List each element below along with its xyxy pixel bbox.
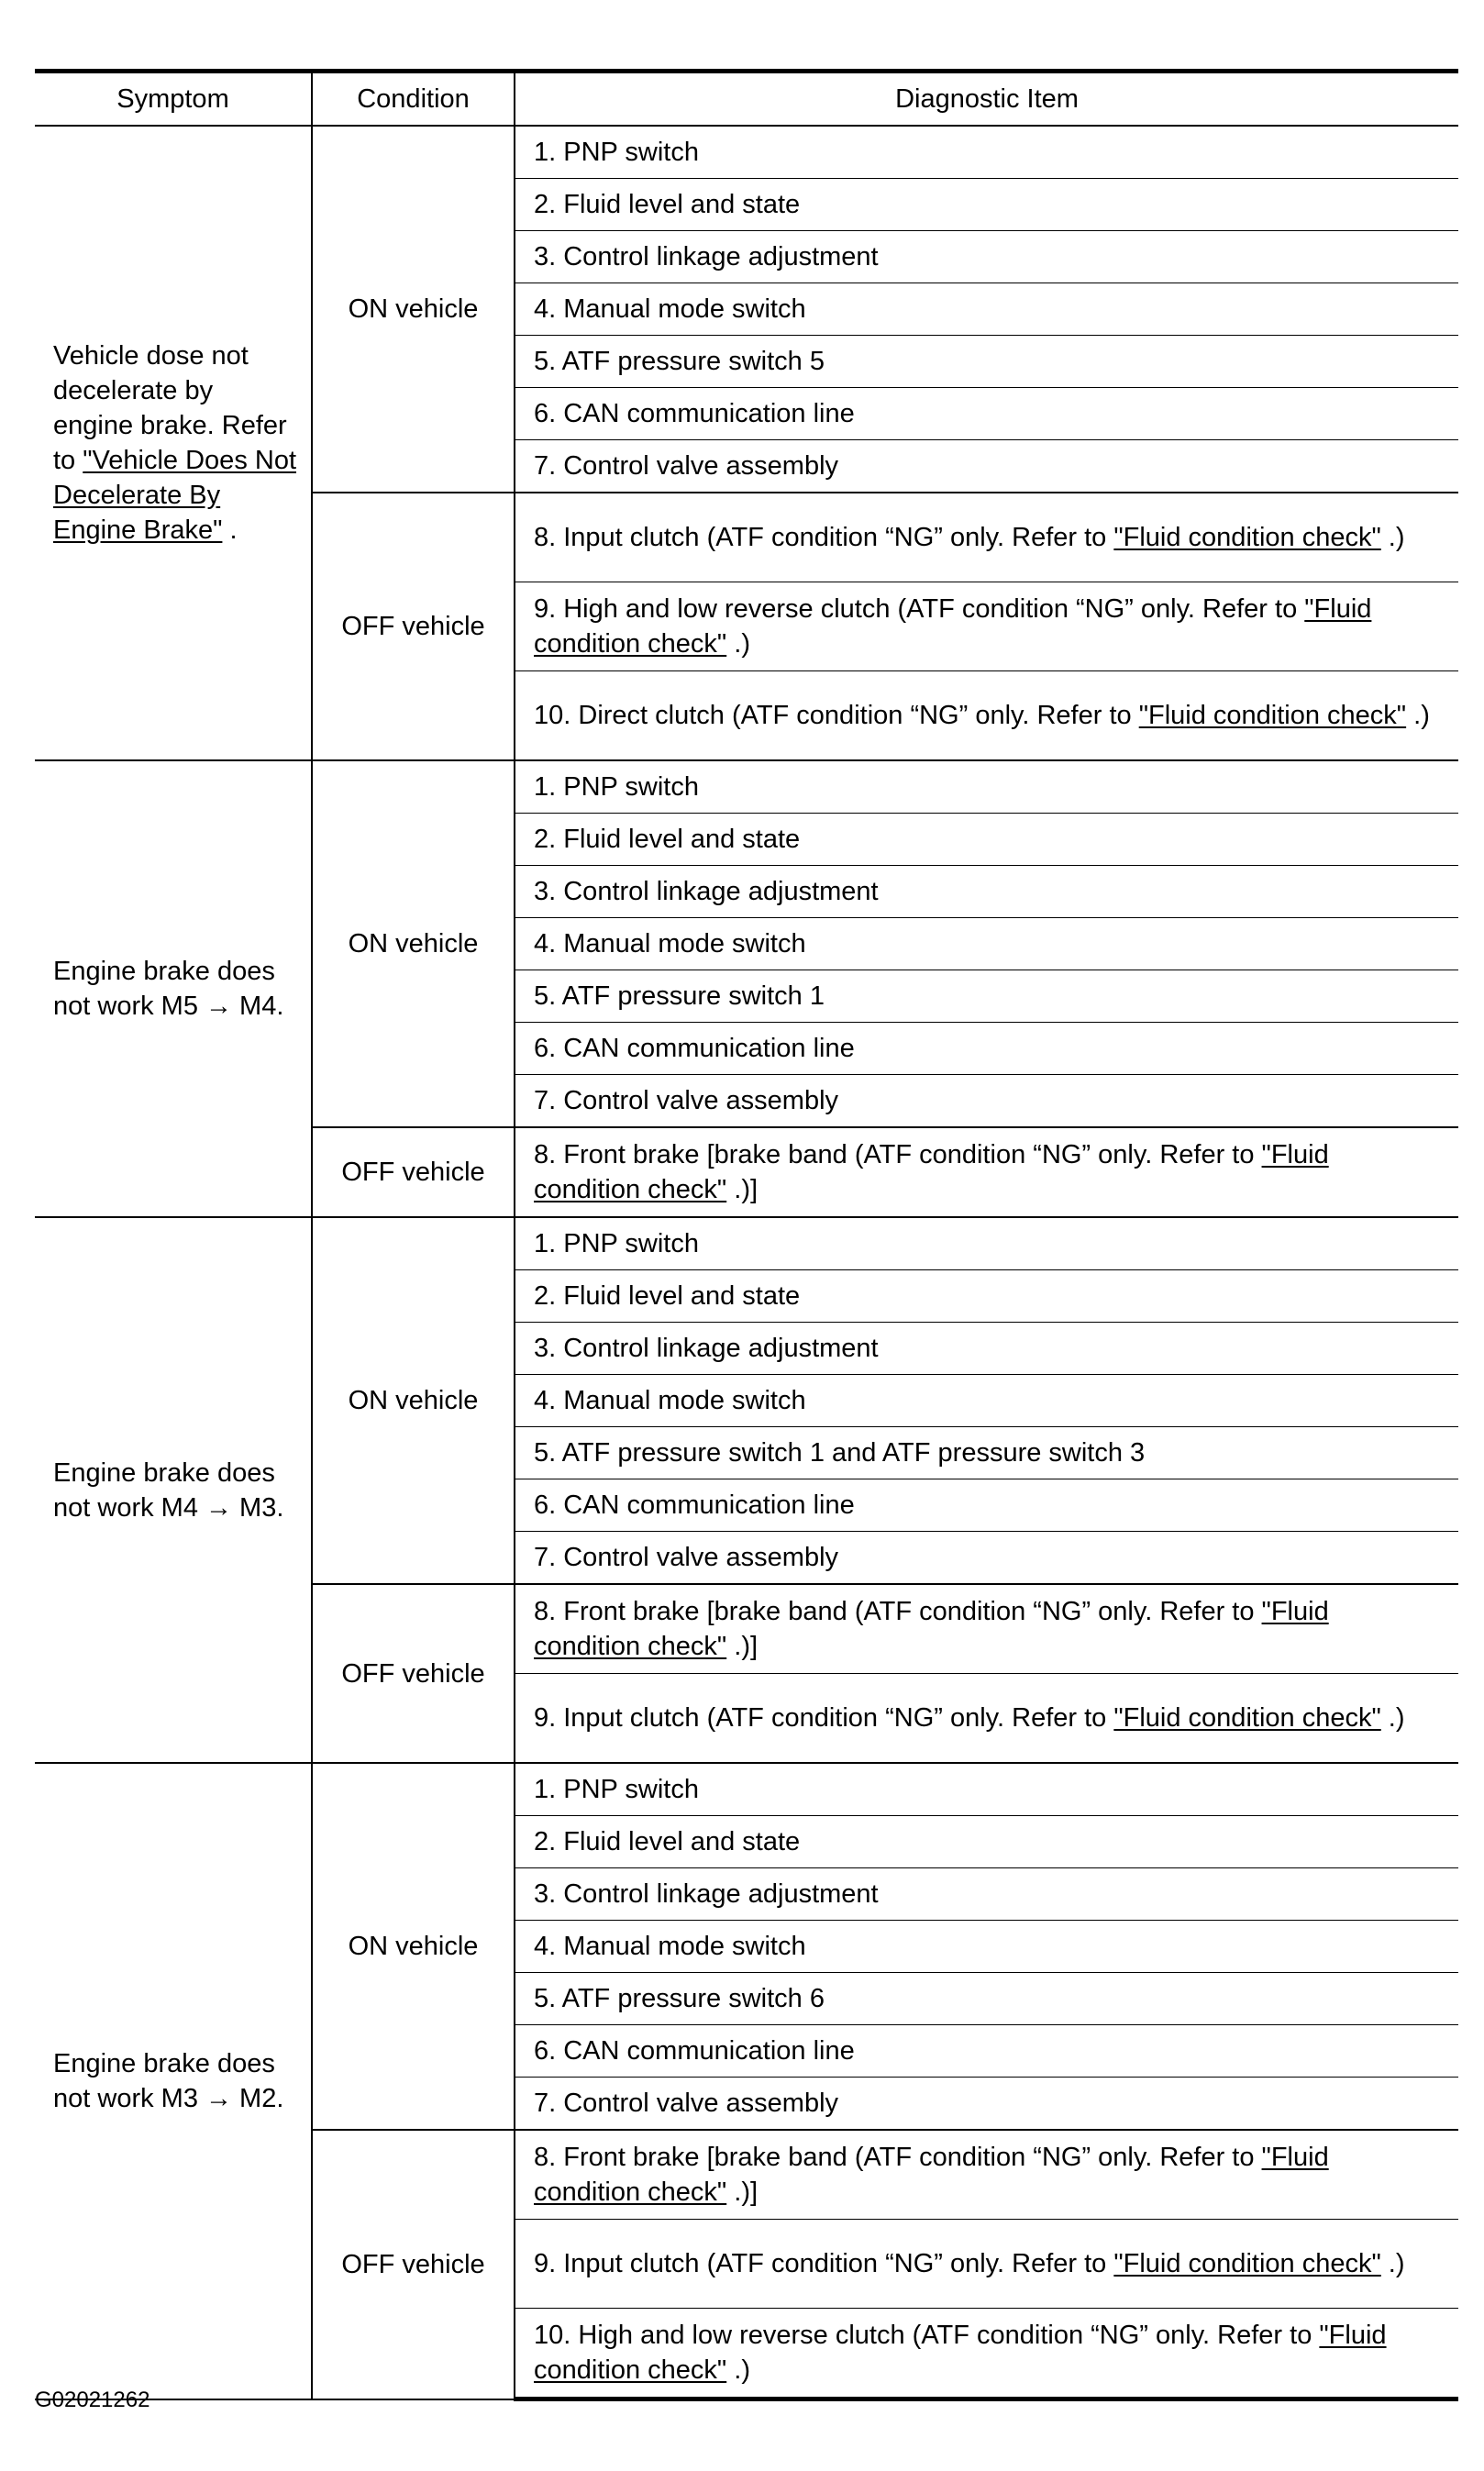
diagnostic-item-suffix: .)] — [726, 1175, 759, 1204]
diagnostic-item-text: 2. Fluid level and state — [534, 190, 801, 219]
table-row — [35, 760, 1458, 814]
diagnostic-item-cell — [515, 283, 1458, 336]
fluid-condition-check-link[interactable]: "Fluid condition check" — [1113, 523, 1381, 552]
diagnostic-item-text: 5. ATF pressure switch 1 and ATF pressure switch 3 — [534, 1438, 1146, 1468]
table-row — [35, 126, 1458, 179]
figure-code: G02021262 — [35, 2388, 150, 2412]
fluid-condition-check-link[interactable]: "Fluid condition check" — [534, 1140, 1329, 1204]
fluid-condition-check-link[interactable]: "Fluid condition check" — [1113, 1703, 1381, 1733]
diagnostic-item-text: 4. Manual mode switch — [534, 294, 806, 324]
diagnostic-item-text: 7. Control valve assembly — [534, 2089, 839, 2118]
fluid-condition-check-link[interactable]: "Fluid condition check" — [534, 2143, 1329, 2207]
diagnostic-item-suffix: .) — [726, 629, 750, 659]
condition-cell: ON vehicle — [312, 1217, 515, 1584]
condition-cell: ON vehicle — [312, 1763, 515, 2130]
diagnostic-item-text: 2. Fluid level and state — [534, 1281, 801, 1311]
diagnostic-table-container — [35, 69, 1458, 2401]
diagnostic-item-text: 6. CAN communication line — [534, 2036, 855, 2066]
diagnostic-item-cell — [515, 760, 1458, 814]
diagnostic-item-suffix: .) — [1380, 1703, 1405, 1733]
diagnostic-item-text: 2. Fluid level and state — [534, 825, 801, 854]
header-diagnostic-item: Diagnostic Item — [515, 72, 1458, 127]
diagnostic-item-suffix: .) — [1406, 701, 1430, 730]
fluid-condition-check-link[interactable]: "Fluid condition check" — [534, 2321, 1387, 2385]
diagnostic-item-cell — [515, 336, 1458, 388]
symptom-text: Engine brake does not work M5 → M4. — [53, 957, 284, 1021]
diagnostic-item-text: 1. PNP switch — [534, 772, 699, 802]
fluid-condition-check-link[interactable]: "Fluid condition check" — [534, 1597, 1329, 1661]
condition-cell: OFF vehicle — [312, 1584, 515, 1763]
condition-cell: OFF vehicle — [312, 493, 515, 760]
diagnostic-item-cell — [515, 1427, 1458, 1479]
diagnostic-item-cell — [515, 814, 1458, 866]
table-row — [35, 1763, 1458, 1816]
diagnostic-item-text: 4. Manual mode switch — [534, 1386, 806, 1415]
diagnostic-item-cell — [515, 1217, 1458, 1270]
diagnostic-item-text: 3. Control linkage adjustment — [534, 1334, 879, 1363]
diagnostic-item-cell — [515, 1816, 1458, 1868]
diagnostic-item-text: 9. Input clutch (ATF condition “NG” only. Refer to — [534, 1703, 1114, 1733]
diagnostic-item-text: 1. PNP switch — [534, 1229, 699, 1258]
diagnostic-item-cell — [515, 2025, 1458, 2078]
diagnostic-item-cell — [515, 1375, 1458, 1427]
diagnostic-item-text: 8. Front brake [brake band (ATF condition “NG” only. Refer to — [534, 1140, 1262, 1169]
diagnostic-item-cell — [515, 1023, 1458, 1075]
diagnostic-item-text: 4. Manual mode switch — [534, 1932, 806, 1961]
table-body — [35, 126, 1458, 2399]
diagnostic-item-cell — [515, 918, 1458, 970]
diagnostic-item-text: 10. Direct clutch (ATF condition “NG” only. Refer to — [534, 701, 1139, 730]
symptom-cell — [35, 1763, 312, 2399]
symptom-text: Engine brake does not work M4 → M3. — [53, 1457, 284, 1523]
condition-cell: OFF vehicle — [312, 1127, 515, 1217]
table-row — [35, 1217, 1458, 1270]
symptom-cell — [35, 126, 312, 760]
diagnostic-item-text: 3. Control linkage adjustment — [534, 1879, 879, 1909]
diagnostic-item-suffix: .) — [726, 2355, 750, 2385]
diagnostic-item-text: 3. Control linkage adjustment — [534, 877, 879, 906]
diagnostic-item-text: 1. PNP switch — [534, 1775, 699, 1804]
diagnostic-item-text: 2. Fluid level and state — [534, 1827, 801, 1856]
diagnostic-item-cell — [515, 440, 1458, 493]
diagnostic-item-cell — [515, 1763, 1458, 1816]
diagnostic-item-cell — [515, 970, 1458, 1023]
diagnostic-item-cell — [515, 1921, 1458, 1973]
fluid-condition-check-link[interactable]: "Fluid condition check" — [534, 594, 1372, 659]
diagnostic-item-text: 3. Control linkage adjustment — [534, 242, 879, 271]
diagnostic-item-cell — [515, 179, 1458, 231]
diagnostic-item-text: 1. PNP switch — [534, 138, 699, 167]
fluid-condition-check-link[interactable]: "Fluid condition check" — [1138, 701, 1407, 730]
diagnostic-item-cell — [515, 1973, 1458, 2025]
diagnostic-item-suffix: .) — [1380, 2249, 1405, 2278]
diagnostic-item-cell — [515, 2078, 1458, 2131]
diagnostic-item-suffix: .)] — [726, 2177, 759, 2207]
diagnostic-item-text: 5. ATF pressure switch 5 — [534, 347, 825, 376]
diagnostic-item-text: 7. Control valve assembly — [534, 1086, 839, 1115]
diagnostic-item-text: 6. CAN communication line — [534, 1490, 855, 1520]
diagnostic-item-cell — [515, 1323, 1458, 1375]
fluid-condition-check-link[interactable]: "Fluid condition check" — [1113, 2249, 1381, 2278]
diagnostic-item-cell — [515, 1584, 1458, 1674]
diagnostic-item-cell — [515, 126, 1458, 179]
diagnostic-item-cell — [515, 866, 1458, 918]
diagnostic-item-cell — [515, 1127, 1458, 1217]
diagnostic-item-cell — [515, 2309, 1458, 2399]
diagnostic-item-suffix: .)] — [726, 1632, 759, 1661]
symptom-suffix: . — [222, 515, 238, 545]
diagnostic-item-text: 7. Control valve assembly — [534, 451, 839, 481]
symptom-text: Vehicle dose not decelerate by engine brake. Refer to — [53, 341, 287, 475]
table-header-row — [35, 72, 1458, 127]
diagnostic-item-text: 4. Manual mode switch — [534, 929, 806, 958]
diagnostic-item-text: 8. Input clutch (ATF condition “NG” only. Refer to — [534, 523, 1114, 552]
symptom-reference-link[interactable]: "Vehicle Does Not Decelerate By Engine Brake" — [53, 446, 297, 545]
diagnostic-item-cell — [515, 231, 1458, 283]
diagnostic-item-cell — [515, 2220, 1458, 2309]
diagnostic-item-text: 6. CAN communication line — [534, 399, 855, 428]
diagnostic-item-cell — [515, 671, 1458, 761]
diagnostic-item-cell — [515, 1674, 1458, 1764]
header-symptom: Symptom — [35, 72, 312, 127]
diagnostic-item-text: 9. Input clutch (ATF condition “NG” only. Refer to — [534, 2249, 1114, 2278]
condition-cell: ON vehicle — [312, 126, 515, 493]
diagnostic-item-cell — [515, 1868, 1458, 1921]
diagnostic-item-text: 9. High and low reverse clutch (ATF condition “NG” only. Refer to — [534, 594, 1305, 624]
diagnostic-item-text: 5. ATF pressure switch 1 — [534, 981, 825, 1011]
symptom-cell — [35, 1217, 312, 1763]
diagnostic-item-cell — [515, 388, 1458, 440]
diagnostic-table — [35, 69, 1458, 2401]
diagnostic-item-cell — [515, 582, 1458, 671]
diagnostic-item-cell — [515, 1270, 1458, 1323]
diagnostic-item-text: 7. Control valve assembly — [534, 1543, 839, 1572]
diagnostic-item-text: 8. Front brake [brake band (ATF condition “NG” only. Refer to — [534, 2143, 1262, 2172]
diagnostic-item-cell — [515, 2130, 1458, 2220]
diagnostic-item-cell — [515, 1075, 1458, 1128]
diagnostic-item-text: 10. High and low reverse clutch (ATF condition “NG” only. Refer to — [534, 2321, 1320, 2350]
diagnostic-item-suffix: .) — [1380, 523, 1405, 552]
symptom-text: Engine brake does not work M3 → M2. — [53, 2048, 284, 2113]
diagnostic-item-text: 6. CAN communication line — [534, 1034, 855, 1063]
symptom-cell — [35, 760, 312, 1217]
diagnostic-item-text: 8. Front brake [brake band (ATF condition “NG” only. Refer to — [534, 1597, 1262, 1626]
condition-cell: OFF vehicle — [312, 2130, 515, 2399]
diagnostic-item-cell — [515, 1479, 1458, 1532]
diagnostic-item-cell — [515, 493, 1458, 582]
header-condition: Condition — [312, 72, 515, 127]
diagnostic-item-text: 5. ATF pressure switch 6 — [534, 1984, 825, 2013]
diagnostic-item-cell — [515, 1532, 1458, 1585]
condition-cell: ON vehicle — [312, 760, 515, 1127]
